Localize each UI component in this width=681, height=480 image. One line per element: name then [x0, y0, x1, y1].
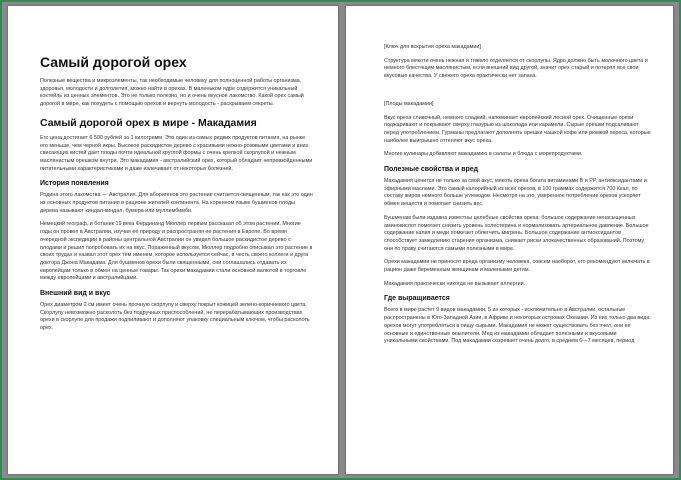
looks-paragraph: Орех диаметром 2 см имеет очень прочную скорлупу и сверху покрыт кожицей зелено-коричневого цвета. Скорлупу невозможно расколоть без подручных приспособлений, не перерабатывающих производствах орехи в скорлупе для продажи подпиливают и дополняют упаковку специальным ключом, чтобы расколоть орех. — [40, 302, 310, 332]
history-heading: История появления — [40, 180, 109, 188]
benefits-paragraph-3: Орехи макадамии не приносят вреда организму человека, совсем наоборот, его рекомендуют включать в рацион даже беременным женщинам и маленьким детям. — [384, 259, 650, 274]
looks-heading: Внешний вид и вкус — [40, 290, 111, 298]
structure-paragraph: Структура мякоти очень нежная и тяжело отделяется от скорлупы. Ядро должно быть молочного цвета и немного блестящим маслянистым, если внешний вид другой, значит орех старый и потерял все свои вкусовые качества. У свежего ореха практически нет запаха. — [384, 57, 648, 80]
history-paragraph-1: Родина этого лакомства — Австралия. Для аборигенов это растение считается священным, так как это один из основных продуктов питания в рационе жителей континента. На коренном языке бушменов плоды дерева называют киндал-киндал, бумера или муллимбимби. — [40, 192, 313, 214]
benefits-paragraph-1: Макадамия ценится не только за свой вкус, мякоть ореха богата витаминами В и РР, антиоксидантами и эфирными маслами. Это самый калорийный из всех орехов, в 100 граммах содержится 700 Ккал, по составу жиров немного больше углеводов. Несмотря на это, умеренное потребление орехов ускоряет обмен веществ и помогает снизить вес. — [384, 178, 647, 208]
history-paragraph-2: Немецкий географ, и ботаник 19 века Фердинанд Мюллер первым рассказал об этом растении. Многие годы он провел в Австралии, изучая ее природу и распространяя ее растения в Европе. Во время очередной экспедиции в районы центральной Австралии он увидел большое раскидистое дерево с плодами и решил попробовать их на вкус. Пораженный вкусом, Мюллер подробно описывал это растение в своих трудах и назвал этот орех тем именем, которое используется сейчас, в честь своего коллеги и друга доктора Джона Макадама. Для бушменов орехи были священными, они соглашались отдавать их европейцам только в обмен на ценные товары. Так орехи макадамии стали основной валютой в торговле между европейцами и австралийцами. — [40, 221, 313, 282]
taste-paragraph: Вкус ореха сливочный, немного сладкий, напоминает европейский лесной орех. Очищенные орехи поджаривают и покрывают сверху глазурью из шоколада или карамели. Сырые орешки подсаливают перед употреблением. Гурманы предлагают дополнять орешки чашкой кофе или рюмкой хереса, которые наиболее выигрышно оттеняют вкус ореха. — [384, 114, 651, 144]
page-title: Самый дорогой орех — [40, 54, 187, 70]
section-paragraph: Его цена достигает 6 500 рублей за 1 килограмм. Это один из самых редких продуктов питания, на рынке его меньше, чем черной икры. Высокое раскидистое дерево с красивыми нежно-розовыми цветами и вниз свисающих кистей дает плоды почти идеальной круглой формы с очень крепкой скорлупой и нежным маслянистым орешком внутри. Это макадамия - австралийский орех, который обладает непревзойденными питательными характеристиками и даже излечивает от некоторых болезней. — [40, 134, 313, 172]
image-caption-key: [Ключ для вскрытия ореха макадамии] — [384, 44, 481, 50]
benefits-heading: Полезные свойства и вред — [384, 166, 479, 174]
document-page-left — [8, 6, 338, 474]
intro-paragraph: Полезные вещества и микроэлементы, так необходимые человеку для полноценной работы организма, здоровья, молодости и долголетия, можно найти в орехах. В маленьком ядре содержится уникальный коктейль из ценных элементов. Это не только полезно, но и очень вкусное лакомство. Какой орех самый дорогой в мире, как похудеть с помощью орехов и вернуть молодость - раскрываем секреты. — [40, 78, 304, 108]
document-page-right — [346, 6, 673, 474]
section-heading-macadamia: Самый дорогой орех в мире - Макадамия — [40, 116, 257, 129]
image-caption-fruits: [Плоды макадамии] — [384, 100, 434, 107]
where-heading: Где выращивается — [384, 295, 450, 303]
benefits-paragraph-2: Бушменам были издавна известны целебные свойства ореха: большое содержание ненасыщенных аминокислот помогает снизить уровень холестерина и нормализовать артериальное давление. Большое содержание калия и меди помогает облегчить мигрень. Большое содержание антиоксидантов способствует замедлению старения организма, снижает риски злокачественных образований. Поэтому они по праву считаются самыми полезными в мире. — [384, 214, 649, 252]
allergy-paragraph: Макадамия практически никогда не вызывает аллергии. — [384, 280, 526, 287]
salad-paragraph: Многие кулинары добавляют макадамию в салаты и блюда с морепродуктами. — [384, 151, 583, 158]
where-paragraph: Всего в мире растет 9 видов макадамии, 5 из которых - исключительно в Австралии, остальные распространены в Юго-Западной Азии, в Африке и некоторых островах Океании. Из них только два вида орехов могут употребляться в пищу сырыми. Макадамия не может существовать без пчел, они ее основные и единственные опылители. Мед из макадамии обладает полезными и вкусовыми уникальными свойствами. Под макадамии созревает очень долго, в среднем 6—7 месяцев, период — [384, 307, 650, 345]
